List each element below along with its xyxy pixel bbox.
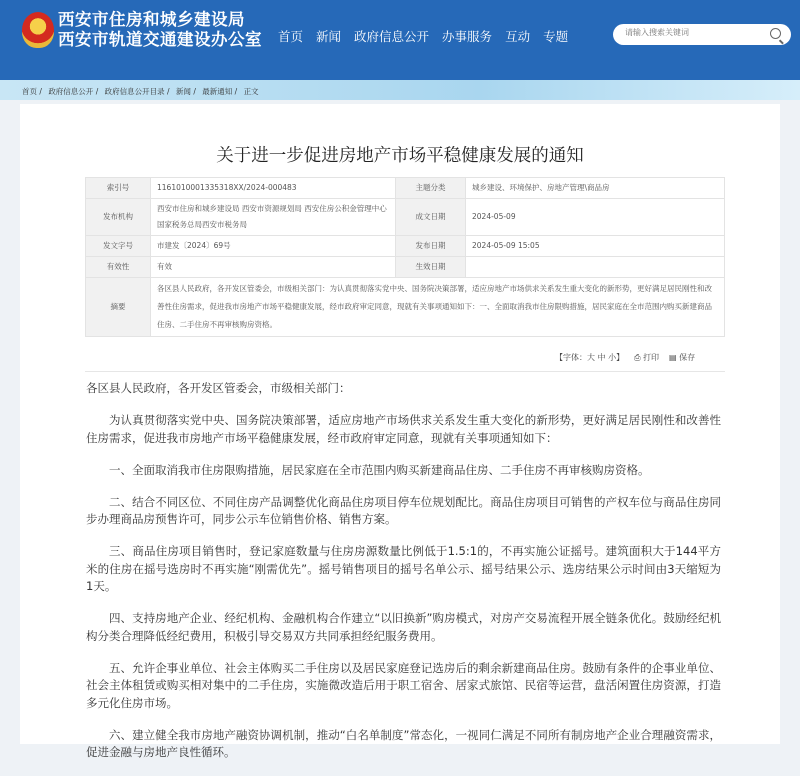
table-row <box>86 236 725 257</box>
nav-interaction[interactable]: 互动 <box>505 29 531 44</box>
summary-value: 各区县人民政府，各开发区管委会，市级相关部门：为认真贯彻落实党中央、国务院决策部署，适应房地产市场供求关系发生重大变化的新形势，更好满足居民刚性和改善性住房需求，促进我市房地产市场平稳健康发展，经市政府审定同意，现就有关事项通知如下：一、全面取消我市住房限购措施，居民家庭在全市范围内购买新建商品住房、二手住房不再审核购房资格。 <box>151 278 725 337</box>
salutation: 各区县人民政府，各开发区管委会，市级相关部门： <box>86 381 351 395</box>
breadcrumb-gov-info[interactable]: 政府信息公开 / <box>48 87 99 96</box>
printer-icon: ⎙ <box>634 353 641 362</box>
breadcrumb-current: 正文 <box>243 87 259 96</box>
site-header <box>0 0 800 80</box>
main-nav <box>278 27 581 45</box>
site-logo-text[interactable] <box>58 10 262 50</box>
published-date-label: 发布日期 <box>396 236 466 257</box>
article-title: 关于进一步促进房地产市场平稳健康发展的通知 <box>216 146 584 166</box>
org-name-line2: 西安市轨道交通建设办公室 <box>58 30 262 49</box>
print-label: 打印 <box>643 353 660 362</box>
save-label: 保存 <box>679 353 696 362</box>
nav-news[interactable]: 新闻 <box>316 29 342 44</box>
paragraph: 一、全面取消我市住房限购措施，居民家庭在全市范围内购买新建商品住房、二手住房不再审核购房资格。 <box>109 462 650 477</box>
save-button[interactable] <box>669 352 695 363</box>
issuer-value: 西安市住房和城乡建设局 西安市资源规划局 西安住房公积金管理中心 国家税务总局西安市税务局 <box>151 199 396 236</box>
written-date-value: 2024-05-09 <box>466 199 725 236</box>
breadcrumb-catalog[interactable]: 政府信息公开目录 / <box>104 87 170 96</box>
paragraph: 为认真贯彻落实党中央、国务院决策部署，适应房地产市场供求关系发生重大变化的新形势，更好满足居民刚性和改善性住房需求，促进我市房地产市场平稳健康发展，经市政府审定同意，现就有关事项通知如下： <box>86 413 721 445</box>
national-emblem-icon <box>22 12 54 48</box>
paragraph: 四、支持房地产企业、经纪机构、金融机构合作建立“以旧换新”购房模式，对房产交易流程开展全链条优化。鼓励经纪机构分类合理降低经纪费用，积极引导交易双方共同承担经纪服务费用。 <box>86 611 721 643</box>
validity-value: 有效 <box>151 257 396 278</box>
index-value: 11610100013353​18XX/2024-000483 <box>151 178 396 199</box>
paragraph: 三、商品住房项目销售时，登记家庭数量与住房房源数量比例低于1.5:1的，不再实施公证摇号。建筑面积大于144平方米的住房在摇号选房时不再实施“刚需优先”。摇号销售项目的摇号名单公示、摇号结果公示、选房结果公示时间由3天缩短为1天。 <box>86 544 721 593</box>
table-row <box>86 199 725 236</box>
index-label: 索引号 <box>86 178 151 199</box>
issuer-label: 发布机构 <box>86 199 151 236</box>
docno-label: 发文字号 <box>86 236 151 257</box>
written-date-label: 成文日期 <box>396 199 466 236</box>
paragraph: 六、建立健全我市房地产融资协调机制，推动“白名单制度”常态化，一视同仁满足不同所有制房地产企业合理融资需求，促进金融与房地产良性循环。 <box>86 727 721 759</box>
category-value: 城乡建设、环境保护、房地产管理\商品房 <box>466 178 725 199</box>
nav-topics[interactable]: 专题 <box>543 29 569 44</box>
font-size-control[interactable]: 【字体：大 中 小】 <box>555 353 625 362</box>
save-icon: ▤ <box>669 353 677 362</box>
nav-home[interactable]: 首页 <box>278 29 304 44</box>
metadata-table <box>85 177 725 337</box>
breadcrumb <box>22 86 263 97</box>
table-row <box>86 178 725 199</box>
print-button[interactable] <box>634 352 659 363</box>
summary-label: 摘要 <box>86 278 151 337</box>
nav-services[interactable]: 办事服务 <box>442 29 493 44</box>
article-body <box>86 380 721 776</box>
category-label: 主题分类 <box>396 178 466 199</box>
table-row <box>86 257 725 278</box>
breadcrumb-news[interactable]: 新闻 / <box>175 87 196 96</box>
breadcrumb-latest[interactable]: 最新通知 / <box>202 87 238 96</box>
validity-label: 有效性 <box>86 257 151 278</box>
article-tools <box>555 352 695 363</box>
effective-date-value <box>466 257 725 278</box>
docno-value: 市建发〔2024〕69号 <box>151 236 396 257</box>
effective-date-label: 生效日期 <box>396 257 466 278</box>
paragraph: 二、结合不同区位、不同住房产品调整优化商品住房项目停车位规划配比。商品住房项目可销售的产权车位与商品住房同步办理商品房预售许可，同步公示车位销售价格、销售方案。 <box>86 494 721 526</box>
divider <box>85 371 725 372</box>
nav-gov-info[interactable]: 政府信息公开 <box>354 29 430 44</box>
breadcrumb-home[interactable]: 首页 / <box>22 87 42 96</box>
paragraph: 五、允许企事业单位、社会主体购买二手住房以及居民家庭登记选房后的剩余新建商品住房。鼓励有条件的企事业单位、社会主体租赁或购买相对集中的二手住房，实施微改造后用于职工宿舍、居家式旅馆、民宿等运营，盘活闲置住房资源，打造多元化住房市场。 <box>86 660 721 710</box>
search-icon[interactable] <box>770 28 781 39</box>
published-date-value: 2024-05-09 15:05 <box>466 236 725 257</box>
table-row <box>86 278 725 337</box>
search-input[interactable] <box>625 28 765 37</box>
search-box <box>613 24 791 45</box>
org-name-line1: 西安市住房和城乡建设局 <box>58 10 245 29</box>
